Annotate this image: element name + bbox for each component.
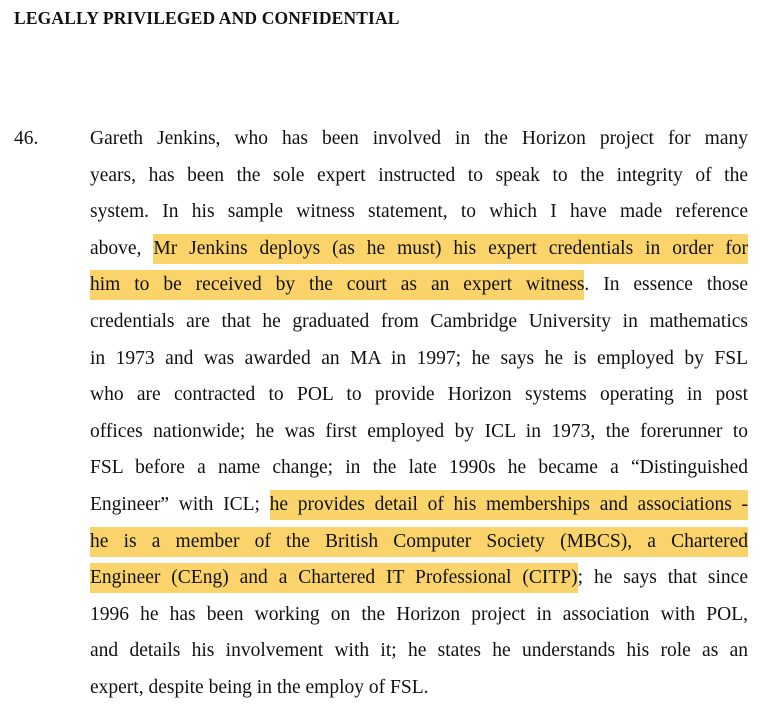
paragraph-body (90, 121, 748, 707)
document-header: LEGALLY PRIVILEGED AND CONFIDENTIAL (14, 8, 400, 28)
paragraph-line (90, 560, 748, 597)
paragraph-line (90, 121, 748, 158)
highlighted-text: Engineer (CEng) and a Chartered IT Professional (CITP) (90, 563, 578, 593)
paragraph-line (90, 633, 748, 670)
highlighted-text: he provides detail of his memberships and associations - (270, 490, 748, 520)
line-text: system. In his sample witness statement, to which I have made reference (90, 201, 748, 223)
paragraph-line (90, 670, 748, 707)
highlighted-text: him to be received by the court as an expert witness (90, 270, 584, 300)
paragraph-number: 46. (14, 128, 39, 149)
line-text: and details his involvement with it; he states he understands his role as an (90, 640, 748, 662)
paragraph-line (90, 267, 748, 304)
paragraph-line (90, 524, 748, 561)
line-text: credentials are that he graduated from Cambridge University in mathematics (90, 310, 748, 332)
line-text: in 1973 and was awarded an MA in 1997; he says he is employed by FSL (90, 347, 748, 369)
paragraph-line (90, 414, 748, 451)
line-text: ; he says that since (577, 567, 748, 589)
paragraph-line (90, 158, 748, 195)
paragraph-line (90, 450, 748, 487)
paragraph-line (90, 487, 748, 524)
line-text: above, (90, 237, 154, 259)
line-text: . In essence those (584, 274, 748, 296)
line-text: Engineer” with ICL; (90, 493, 270, 515)
line-text: who are contracted to POL to provide Horizon systems operating in post (90, 384, 748, 406)
line-text: FSL before a name change; in the late 1990s he became a “Distinguished (90, 457, 748, 479)
line-text: 1996 he has been working on the Horizon project in association with POL, (90, 603, 748, 625)
highlighted-text: Mr Jenkins deploys (as he must) his expert credentials in order for (153, 234, 748, 264)
paragraph-line (90, 377, 748, 414)
line-text: expert, despite being in the employ of FSL. (90, 676, 429, 698)
paragraph-line (90, 304, 748, 341)
paragraph-line (90, 341, 748, 378)
line-text: years, has been the sole expert instructed to speak to the integrity of the (90, 164, 748, 186)
paragraph-line (90, 194, 748, 231)
highlighted-text: he is a member of the British Computer Society (MBCS), a Chartered (90, 527, 748, 557)
paragraph-line (90, 231, 748, 268)
line-text: Gareth Jenkins, who has been involved in the Horizon project for many (90, 128, 748, 149)
paragraph-line (90, 597, 748, 634)
line-text: offices nationwide; he was first employed by ICL in 1973, the forerunner to (90, 420, 748, 442)
